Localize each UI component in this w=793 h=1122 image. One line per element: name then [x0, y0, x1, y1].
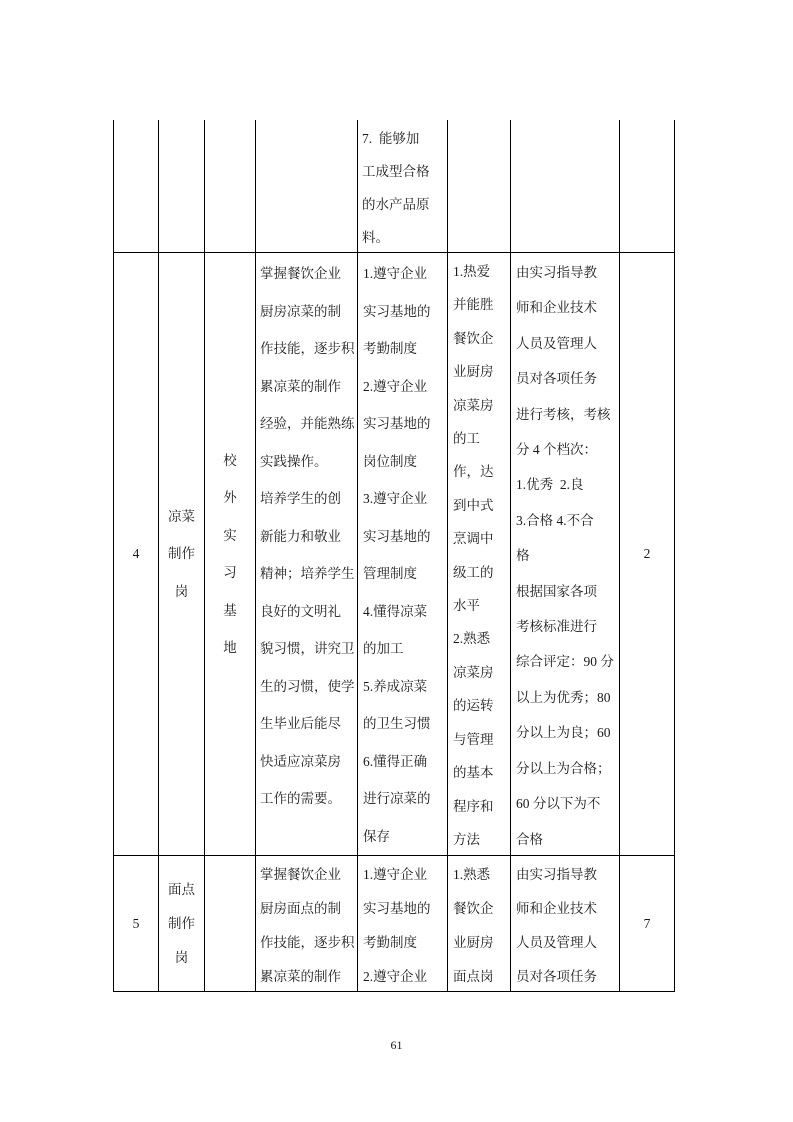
- row4-content-text: 1.遵守企业 实习基地的 考勤制度 2.遵守企业 实习基地的 岗位制度 3.遵守企业 实习基地的 管理制度 4.懂得凉菜 的加工 5.养成凉菜 的卫生习惯 6.懂得正确 进行凉菜的 保存: [363, 266, 431, 844]
- cell-row5-content: [358, 856, 448, 992]
- cell-prev-assessment: [511, 120, 620, 253]
- cell-row4-post: [159, 253, 205, 856]
- row5-post-name: 面点 制作 岗: [168, 881, 195, 965]
- cell-row4-assessment: [511, 253, 620, 856]
- row4-goal-text: 掌握餐饮企业 厨房凉菜的制 作技能，逐步积 累凉菜的制作 经验，并能熟练 实践操作。 培养学生的创 新能力和敬业 精神；培养学生 良好的文明礼 貌习惯，讲究卫 生的习惯，使学 生毕业后能尽 快适应凉菜房 工作的需要。: [260, 266, 355, 806]
- cell-row4-base: [205, 253, 256, 856]
- row4-assessment-text: 由实习指导教 师和企业技术 人员及管理人 员对各项任务 进行考核，考核 分 4 个档次： 1.优秀 2.良 3.合格 4.不合 格 根据国家各项 考核标准进行 综合评定：90 分 以上为优秀；80 分以上为良；60 分以上为合格； 60 分以下为不 合格: [516, 265, 614, 847]
- row5-content-text: 1.遵守企业 实习基地的 考勤制度 2.遵守企业: [363, 867, 431, 984]
- internship-posts-table: [113, 120, 675, 992]
- cell-row5-credit: [620, 856, 675, 992]
- row4-credit: 2: [643, 546, 651, 561]
- row5-credit: 7: [643, 915, 651, 931]
- row5-requirement-text: 1.熟悉 餐饮企 业厨房 面点岗: [453, 867, 494, 984]
- cell-row4-content: [358, 253, 448, 856]
- cell-prev-requirement: [448, 120, 511, 253]
- row4-post-name: 凉菜 制作 岗: [168, 508, 195, 599]
- cell-row4-goal: [256, 253, 358, 856]
- cell-row5-assessment: [511, 856, 620, 992]
- row5-assessment-text: 由实习指导教 师和企业技术 人员及管理人 员对各项任务: [516, 867, 597, 984]
- prev-content-tail-lines: 7. 能够加 工成型合格 的水产品原 料。: [362, 131, 430, 245]
- cell-row5-goal: [256, 856, 358, 992]
- cell-row5-base: [205, 856, 256, 992]
- cell-row4-requirement: [448, 253, 511, 856]
- row4-base-name: 校 外 实 习 基 地: [223, 452, 237, 655]
- cell-row4-credit: [620, 253, 675, 856]
- cell-prev-no: [113, 120, 159, 253]
- page-number: 61: [390, 1038, 403, 1052]
- cell-row4-no: [113, 253, 159, 856]
- row5-goal-text: 掌握餐饮企业 厨房面点的制 作技能，逐步积 累凉菜的制作: [260, 867, 355, 984]
- cell-row5-post: [159, 856, 205, 992]
- cell-prev-credit: [620, 120, 675, 253]
- cell-prev-base: [205, 120, 256, 253]
- cell-prev-content-tail: [358, 120, 448, 253]
- cell-row5-requirement: [448, 856, 511, 992]
- cell-prev-goal: [256, 120, 358, 253]
- cell-row5-no: [113, 856, 159, 992]
- cell-prev-post: [159, 120, 205, 253]
- row4-requirement-text: 1.热爱 并能胜 餐饮企 业厨房 凉菜房 的工 作，达 到中式 烹调中 级工的 水平 2.熟悉 凉菜房 的运转 与管理 的基本 程序和 方法: [453, 264, 494, 847]
- row4-no: 4: [132, 546, 140, 561]
- row5-no: 5: [132, 915, 140, 931]
